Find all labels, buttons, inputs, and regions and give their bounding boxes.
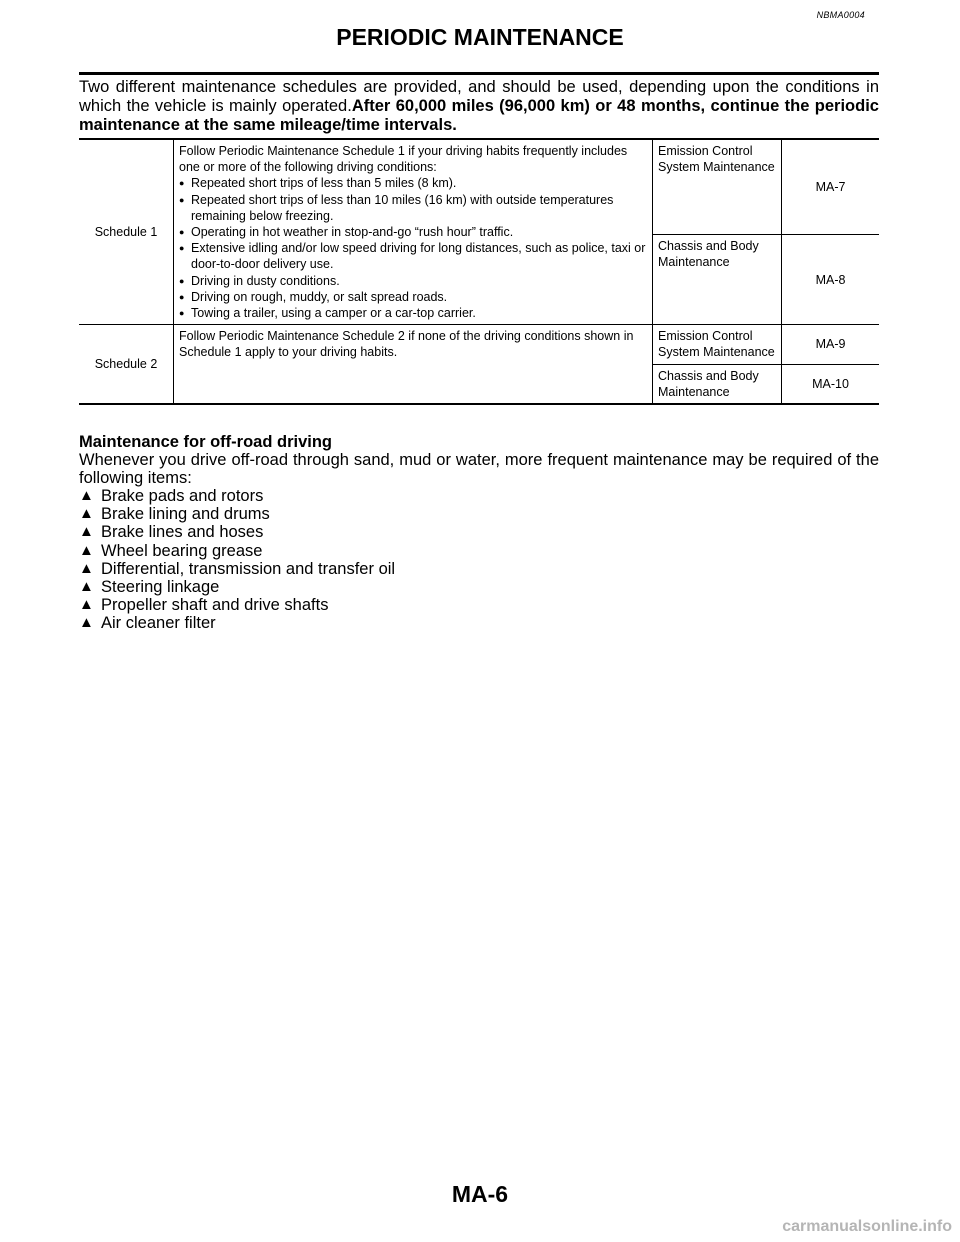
table-row bbox=[79, 139, 879, 235]
list-item bbox=[79, 523, 395, 541]
page-reference: MA-9 bbox=[782, 325, 880, 364]
list-item bbox=[79, 614, 395, 632]
list-item-text: Brake lines and hoses bbox=[101, 523, 264, 542]
intro-bold-text: After 60,000 miles (96,000 km) or 48 months, continue the periodic maintenance at the same mileage/time intervals. bbox=[79, 97, 879, 134]
list-item-text: Steering linkage bbox=[101, 578, 220, 597]
schedule-2-name: Schedule 2 bbox=[79, 325, 174, 404]
list-item bbox=[79, 542, 395, 560]
bullet-item: ● Repeated short trips of less than 10 miles (16 km) with outside temperatures remaining below freezing. bbox=[179, 192, 647, 224]
schedule-1-name: Schedule 1 bbox=[79, 139, 174, 325]
triangle-bullet-icon: ▲ bbox=[79, 505, 94, 523]
watermark: carmanualsonline.info bbox=[782, 1218, 952, 1235]
page-reference: MA-8 bbox=[782, 235, 880, 325]
list-item bbox=[79, 487, 395, 505]
offroad-item-list bbox=[79, 487, 395, 633]
triangle-bullet-icon: ▲ bbox=[79, 596, 94, 614]
list-item bbox=[79, 578, 395, 596]
list-item-text: Differential, transmission and transfer oil bbox=[101, 559, 396, 578]
list-item-text: Air cleaner filter bbox=[101, 614, 216, 633]
section-name: Emission Control System Maintenance bbox=[653, 325, 782, 364]
list-item-text: Brake lining and drums bbox=[101, 505, 270, 524]
section-code: NBMA0004 bbox=[816, 10, 865, 20]
bullet-item: ● Towing a trailer, using a camper or a car-top carrier. bbox=[179, 305, 647, 321]
table-row bbox=[79, 325, 879, 364]
offroad-paragraph: Whenever you drive off-road through sand, mud or water, more frequent maintenance may be required of the following items: bbox=[79, 451, 879, 488]
list-item-text: Wheel bearing grease bbox=[101, 541, 263, 560]
section-name: Chassis and Body Maintenance bbox=[653, 364, 782, 404]
intro-text: Two different maintenance schedules are provided, and should be used, depending upon the conditions in which the vehicle is mainly operated. bbox=[79, 78, 879, 115]
page-reference: MA-7 bbox=[782, 139, 880, 235]
bullet-item: ● Extensive idling and/or low speed driving for long distances, such as police, taxi or door-to-door delivery use. bbox=[179, 240, 647, 272]
section-name: Emission Control System Maintenance bbox=[653, 139, 782, 235]
list-item bbox=[79, 505, 395, 523]
page-reference: MA-10 bbox=[782, 364, 880, 404]
triangle-bullet-icon: ▲ bbox=[79, 559, 94, 577]
schedule-1-description bbox=[174, 139, 653, 325]
triangle-bullet-icon: ▲ bbox=[79, 614, 94, 632]
section-name: Chassis and Body Maintenance bbox=[653, 235, 782, 325]
page-number: MA-6 bbox=[451, 1181, 509, 1207]
triangle-bullet-icon: ▲ bbox=[79, 541, 94, 559]
bullet-item: ● Repeated short trips of less than 5 miles (8 km). bbox=[179, 175, 647, 191]
page-title: PERIODIC MAINTENANCE bbox=[336, 24, 624, 50]
schedule-1-intro: Follow Periodic Maintenance Schedule 1 if your driving habits frequently includes one or more of the following driving conditions: bbox=[179, 144, 628, 175]
title-rule bbox=[79, 72, 879, 75]
list-item-text: Brake pads and rotors bbox=[101, 487, 264, 505]
triangle-bullet-icon: ▲ bbox=[79, 523, 94, 541]
bullet-item: ● Driving in dusty conditions. bbox=[179, 273, 647, 289]
list-item bbox=[79, 596, 395, 614]
list-item bbox=[79, 560, 395, 578]
offroad-heading: Maintenance for off-road driving bbox=[79, 433, 333, 451]
bullet-item: ● Operating in hot weather in stop-and-go “rush hour” traffic. bbox=[179, 224, 647, 240]
bullet-item: ● Driving on rough, muddy, or salt spread roads. bbox=[179, 289, 647, 305]
schedule-2-description: Follow Periodic Maintenance Schedule 2 if none of the driving conditions shown in Schedule 1 apply to your driving habits. bbox=[174, 325, 653, 404]
schedule-table bbox=[79, 138, 879, 405]
triangle-bullet-icon: ▲ bbox=[79, 578, 94, 596]
intro-paragraph bbox=[79, 78, 879, 135]
triangle-bullet-icon: ▲ bbox=[79, 487, 94, 504]
list-item-text: Propeller shaft and drive shafts bbox=[101, 596, 329, 615]
